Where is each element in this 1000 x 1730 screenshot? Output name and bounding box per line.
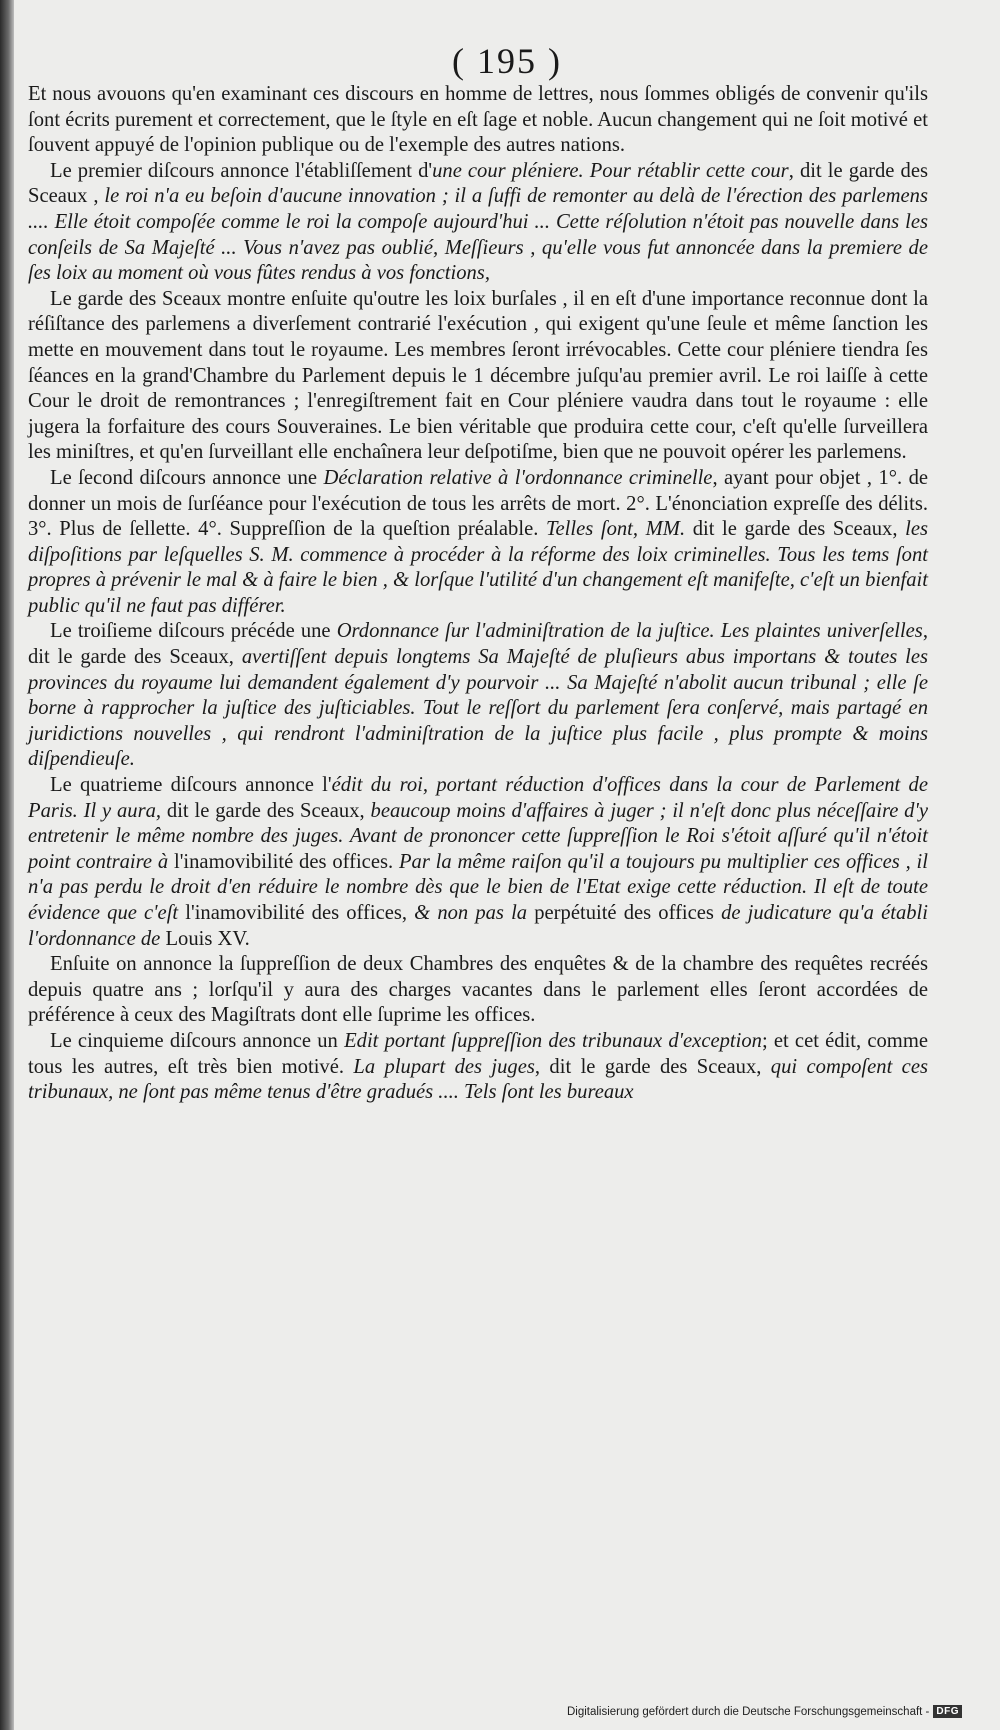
paragraph <box>28 773 928 952</box>
text-run: , dit le garde des Sceaux, <box>534 1055 771 1078</box>
footer <box>567 1705 962 1718</box>
italic-text: Edit portant ſuppreſſion des tribunaux d'exception <box>344 1029 762 1052</box>
italic-text: & non pas la <box>414 902 528 924</box>
text-run: Le premier diſcours annonce l'établiſſement d' <box>50 159 433 182</box>
dfg-logo: DFG <box>933 1705 962 1718</box>
paragraph <box>28 619 928 773</box>
text-run: Le troiſieme diſcours précéde une <box>50 620 337 643</box>
text-run: Le cinquieme diſcours annonce un <box>50 1029 345 1052</box>
italic-text: le roi n'a eu beſoin d'aucune innovation ; il a ſuffi de remonter au delà de l'érection des parlemens .... Elle étoit compoſée comme le roi la compoſe aujourd'hui ... Cette réſolution n'étoit pas nouvelle dans les conſeils de Sa Majeſté ... Vous n'avez pas oublié, Meſſieurs , qu'elle vous fut annoncée dans la premiere de ſes loix au moment où vous fûtes rendus à vos fonctions, <box>28 185 928 285</box>
page-number: ( 195 ) <box>452 41 562 81</box>
body-text <box>28 82 928 1106</box>
italic-text: une cour pléniere. Pour rétablir cette cour <box>432 159 789 182</box>
text-run: Enſuite on annonce la ſuppreſſion de deux Chambres des enquêtes & de la chambre des requêtes recréés depuis quatre ans ; lorſqu'il y aura des charges vacantes dans le parlement elles ſeront accordées de préférence à ceux des Magiſtrats dont elle ſuprime les offices. <box>28 953 928 1027</box>
paragraph <box>28 159 928 287</box>
italic-text: La plupart des juges <box>353 1055 535 1078</box>
text-run: , dit le garde des Sceaux, <box>28 620 928 669</box>
italic-text: qui compoſent ces tribunaux, ne ſont pas même tenus d'être gradués .... Tels ſont les bureaux <box>28 1055 928 1104</box>
paragraph <box>28 287 928 466</box>
italic-text: les diſpoſitions par leſquelles S. M. commence à procéder à la réforme des loix criminelles. Tous les tems ſont propres à prévenir le mal & à faire le bien , & lorſque l'utilité d'un changement eſt manifeſte, c'eſt un bienfait public qu'il ne faut pas différer. <box>28 518 928 617</box>
text-run: dit le garde des Sceaux, <box>161 799 371 822</box>
text-run: ; et cet édit, comme tous les autres, eſt très bien motivé. <box>28 1029 928 1078</box>
italic-text: édit du roi, portant réduction d'offices dans la cour de Parlement de Paris. Il y aura, <box>28 774 928 822</box>
footer-credit: Digitalisierung gefördert durch die Deutsche Forschungsgemeinschaft - <box>566 1705 930 1718</box>
text-run: Le garde des Sceaux montre enſuite qu'outre les loix burſales , il en eſt d'une importance reconnue dont la réſiſtance des parlemens a diverſement contrarié l'exécution , qui exigent qu'une ſeule et même ſanction les mette en mouvement dans tout le royaume. Les membres ſeront irrévocables. Cette cour pléniere tiendra ſes ſéances en la grand'Chambre du Parlement depuis le 1 décembre juſqu'au premier avril. Le roi laiſſe à cette Cour le droit de remontrances ; l'enregiſtrement fait en Cour pléniere vaudra dans tout le royaume : elle jugera la forfaiture des cours Souveraines. Le bien véritable que produira cette cour, c'eſt qu'elle ſurveillera les miniſtres, et qu'en ſurveillant elle enchaînera leur deſpotiſme, bien que ne pouvoit opérer les parlemens. <box>28 287 928 464</box>
paragraph <box>28 952 928 1029</box>
text-run: l'inamovibilité des offices. <box>168 850 399 873</box>
paragraph <box>28 466 928 620</box>
book-spine-shadow <box>0 0 14 1730</box>
text-run: Le quatrieme diſcours annonce l' <box>50 774 332 797</box>
italic-text: beaucoup moins d'affaires à juger ; il n'eſt donc plus néceſſaire d'y entretenir le même nombre des juges. Avant de prononcer cette ſuppreſſion le Roi s'étoit aſſuré qu'il n'étoit point contraire à <box>28 799 929 873</box>
text-run: , dit le garde des Sceaux , <box>28 159 928 208</box>
italic-text: de judicature qu'a établi l'ordonnance de <box>28 902 928 950</box>
italic-text: Déclaration relative à l'ordonnance criminelle <box>323 466 713 489</box>
text-run: Le ſecond diſcours annonce une <box>50 466 324 489</box>
italic-text: Ordonnance ſur l'adminiſtration de la juſtice. Les plaintes univerſelles <box>336 620 923 643</box>
italic-text: Par la même raiſon qu'il a toujours pu multiplier ces offices , il n'a pas perdu le droit d'en réduire le nombre dès que le bien de l'Etat exige cette réduction. Il eſt de toute évidence que c'eſt <box>28 850 928 924</box>
paragraph <box>28 82 928 159</box>
scanned-page <box>14 0 1000 1730</box>
paragraph <box>28 1029 928 1106</box>
text-run: l'inamovibilité des offices, <box>178 902 415 924</box>
italic-text: Telles ſont, MM. <box>545 518 686 541</box>
text-run: , ayant pour objet , 1°. de donner un mois de ſurſéance pour l'exécution de tous les arrêts de mort. 2°. L'énonciation expreſſe des délits. 3°. Plus de ſellette. 4°. Suppreſſion de la queſtion préalable. <box>28 466 929 541</box>
italic-text: avertiſſent depuis longtems Sa Majeſté de pluſieurs abus importans & toutes les provinces du royaume lui demandent également d'y pourvoir ... Sa Majeſté n'abolit aucun tribunal ; elle ſe borne à rapprocher la juſtice des juſticiables. Tout le reſſort du parlement ſera conſervé, mais partagé en juridictions nouvelles , qui rendront l'adminiſtration de la juſtice plus facile , plus prompte & moins diſpendieuſe. <box>28 646 928 771</box>
text-run: perpétuité des offices <box>527 902 722 924</box>
text-run: dit le garde des Sceaux, <box>685 518 906 541</box>
text-run: Et nous avouons qu'en examinant ces discours en homme de lettres, nous ſommes obligés de convenir qu'ils ſont écrits purement et correctement, que le ſtyle en eſt ſage et noble. Aucun changement qui ne ſoit motivé et ſouvent appuyé de l'opinion publique ou de l'exemple des autres nations. <box>28 83 928 157</box>
text-run: Louis XV. <box>160 927 250 950</box>
